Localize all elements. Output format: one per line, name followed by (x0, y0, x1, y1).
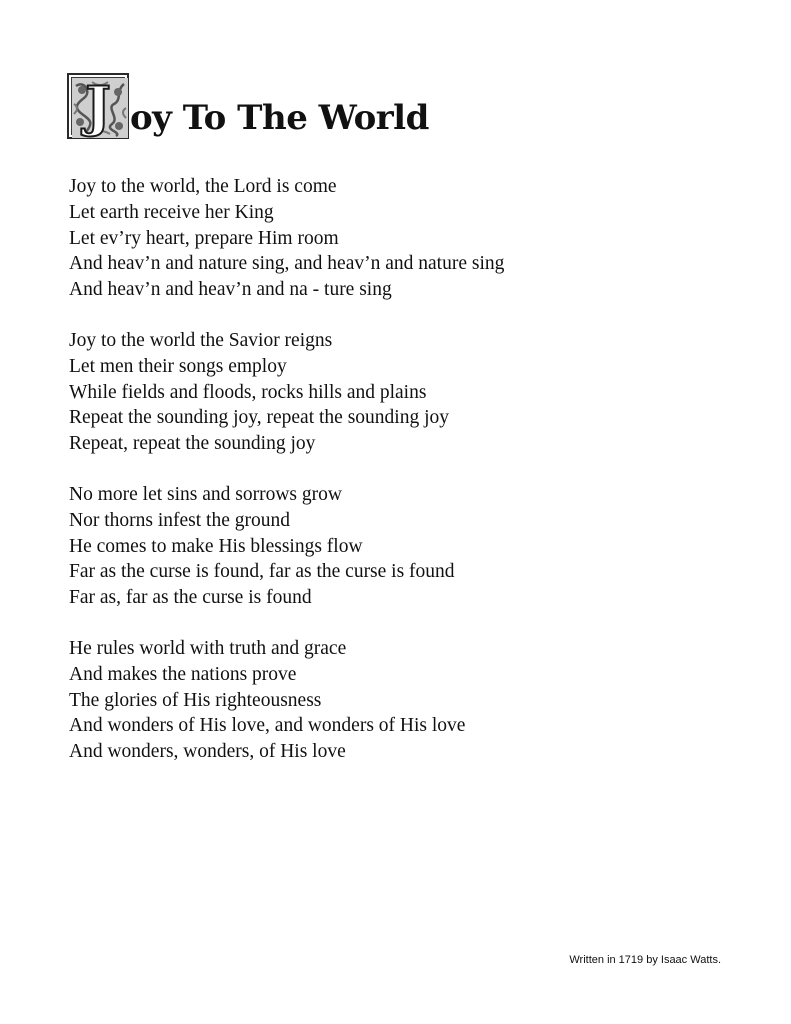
stanza (69, 482, 709, 611)
stanza (69, 174, 709, 303)
title-text: oy To The World (130, 98, 429, 138)
lyric-line: And heav’n and heav’n and na - ture sing (69, 279, 392, 301)
lyric-line: Let earth receive her King (69, 201, 274, 223)
lyric-line: And heav’n and nature sing, and heav’n and nature sing (69, 253, 505, 275)
lyric-line: And wonders, wonders, of His love (69, 741, 346, 763)
lyric-line: He rules world with truth and grace (69, 637, 347, 659)
ornate-initial (67, 73, 129, 139)
initial-letter: J (85, 74, 111, 138)
lyric-line: Nor thorns infest the ground (69, 509, 290, 531)
lyric-line: He comes to make His blessings flow (69, 535, 363, 557)
lyric-line: And wonders of His love, and wonders of His love (69, 715, 466, 737)
attribution: Written in 1719 by Isaac Watts. (569, 954, 721, 966)
page-title (67, 69, 429, 139)
lyric-line: And makes the nations prove (69, 663, 297, 685)
lyric-line: Let men their songs employ (69, 355, 287, 377)
lyric-line: Far as, far as the curse is found (69, 587, 312, 609)
stanza (69, 636, 709, 765)
stanza (69, 328, 709, 457)
lyric-line: No more let sins and sorrows grow (69, 483, 342, 505)
lyric-line: The glories of His righteousness (69, 689, 322, 711)
lyric-line: While fields and floods, rocks hills and plains (69, 381, 427, 403)
lyric-line: Joy to the world, the Lord is come (69, 176, 337, 197)
lyric-line: Repeat the sounding joy, repeat the sounding joy (69, 407, 449, 429)
lyric-line: Far as the curse is found, far as the curse is found (69, 561, 455, 583)
lyrics (69, 174, 709, 790)
lyric-line: Let ev’ry heart, prepare Him room (69, 227, 339, 249)
lyric-line: Joy to the world the Savior reigns (69, 329, 333, 351)
lyric-line: Repeat, repeat the sounding joy (69, 433, 316, 455)
